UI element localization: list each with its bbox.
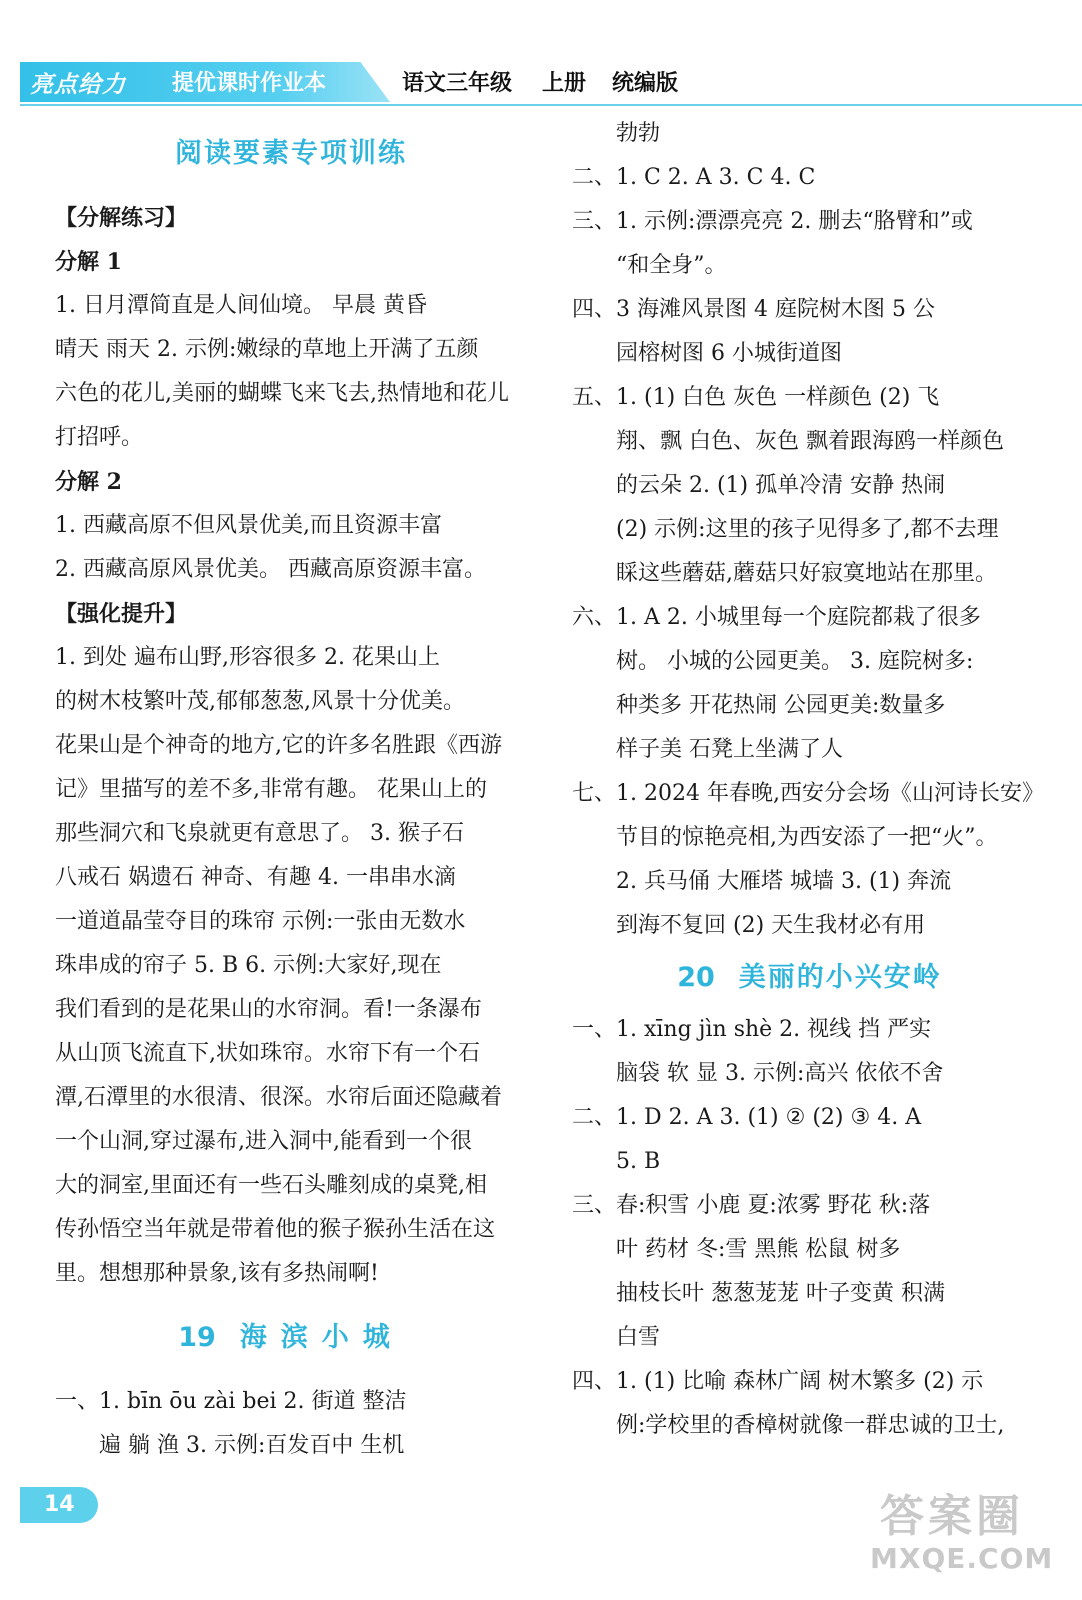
page-header: [0, 0, 1082, 110]
edition-label: 统编版: [612, 71, 679, 96]
answer-line: 园榕树图 6 小城街道图: [616, 341, 842, 366]
answer-line: 样子美 石凳上坐满了人: [616, 737, 843, 762]
answer-line: 翔、飘 白色、灰色 飘着跟海鸥一样颜色: [616, 429, 1004, 454]
answer-line: 晴天 雨天 2. 示例:嫩绿的草地上开满了五颜: [55, 337, 479, 362]
answer-line: 花果山是个神奇的地方,它的许多名胜跟《西游: [55, 733, 502, 758]
lesson-number: 20: [677, 962, 715, 993]
answer-line: 种类多 开花热闹 公园更美:数量多: [616, 693, 946, 718]
answer-line: 八戒石 娲遗石 神奇、有趣 4. 一串串水滴: [55, 865, 456, 890]
lesson-name: 海滨小城: [239, 1322, 404, 1353]
answer-line: 打招呼。: [55, 425, 144, 450]
answer-line: 三、1. 示例:漂漂亮亮 2. 删去“胳臂和”或: [572, 209, 973, 234]
answer-line: 的树木枝繁叶茂,郁郁葱葱,风景十分优美。: [55, 689, 465, 714]
answer-line: 二、1. D 2. A 3. (1) ② (2) ③ 4. A: [572, 1105, 922, 1130]
subject-label: 语文三年级: [402, 71, 513, 96]
answer-line: 记》里描写的差不多,非常有趣。 花果山上的: [55, 777, 487, 802]
volume-label: 上册: [542, 71, 587, 96]
answer-line: 七、1. 2024 年春晚,西安分会场《山河诗长安》: [572, 781, 1044, 806]
answer-line: 5. B: [616, 1149, 661, 1174]
answer-line: 那些洞穴和飞泉就更有意思了。 3. 猴子石: [55, 821, 464, 846]
answer-line: 四、3 海滩风景图 4 庭院树木图 5 公: [572, 297, 935, 322]
left-column: [55, 112, 527, 1468]
brand-name: 亮点给力: [30, 72, 126, 98]
answer-line: 白雪: [616, 1325, 661, 1350]
answer-line: 从山顶飞流直下,状如珠帘。水帘下有一个石: [55, 1041, 480, 1066]
answer-line: 到海不复回 (2) 天生我材必有用: [616, 913, 926, 938]
answer-line: 三、春:积雪 小鹿 夏:浓雾 野花 秋:落: [572, 1193, 931, 1218]
answer-line: 抽枝长叶 葱葱茏茏 叶子变黄 积满: [616, 1281, 945, 1306]
answer-line: 里。想想那种景象,该有多热闹啊!: [55, 1261, 379, 1286]
answer-line: 大的洞室,里面还有一些石头雕刻成的桌凳,相: [55, 1173, 487, 1198]
answer-line: 脑袋 软 显 3. 示例:高兴 依依不舍: [616, 1061, 944, 1086]
answer-line: 树。 小城的公园更美。 3. 庭院树多:: [616, 649, 974, 674]
answer-line: 二、1. C 2. A 3. C 4. C: [572, 165, 816, 190]
answer-line: 分解 2: [55, 469, 122, 495]
answer-line: 2. 西藏高原风景优美。 西藏高原资源丰富。: [55, 557, 486, 582]
answer-line: 节目的惊艳亮相,为西安添了一把“火”。: [616, 825, 998, 850]
answer-line: 四、1. (1) 比喻 森林广阔 树木繁多 (2) 示: [572, 1369, 984, 1394]
answer-line: 遍 躺 渔 3. 示例:百发百中 生机: [99, 1433, 405, 1458]
answer-line: 睬这些蘑菇,蘑菇只好寂寞地站在那里。: [616, 561, 997, 586]
answer-line: 【分解练习】: [55, 205, 188, 231]
answer-line: 一、1. xīng jìn shè 2. 视线 挡 严实: [572, 1017, 932, 1042]
answer-line: 六、1. A 2. 小城里每一个庭院都栽了很多: [572, 605, 981, 630]
watermark-logo-text: 答案圈: [880, 1491, 1024, 1542]
answer-line: 珠串成的帘子 5. B 6. 示例:大家好,现在: [55, 953, 442, 978]
answer-line: 勃勃: [616, 121, 661, 146]
watermark-url: MXQE.COM: [870, 1542, 1054, 1575]
right-column: [572, 112, 1047, 1448]
watermark: [870, 1480, 1070, 1590]
answer-line: 例:学校里的香樟树就像一群忠诚的卫士,: [616, 1413, 1005, 1438]
answer-line: 1. 日月潭简直是人间仙境。 早晨 黄昏: [55, 293, 427, 318]
answer-line: 【强化提升】: [55, 601, 188, 627]
answer-line: 分解 1: [55, 249, 122, 275]
lesson-number: 19: [178, 1322, 216, 1353]
lesson-title: [572, 948, 1047, 1008]
answer-line: (2) 示例:这里的孩子见得多了,都不去理: [616, 517, 999, 542]
answer-line: 一道道晶莹夺目的珠帘 示例:一张由无数水: [55, 909, 466, 934]
answer-line: 1. 西藏高原不但风景优美,而且资源丰富: [55, 513, 442, 538]
answer-line: 叶 药材 冬:雪 黑熊 松鼠 树多: [616, 1237, 901, 1262]
answer-line: 传孙悟空当年就是带着他的猴子猴孙生活在这: [55, 1217, 496, 1242]
answer-line: 我们看到的是花果山的水帘洞。看!一条瀑布: [55, 997, 482, 1022]
answer-line: 一个山洞,穿过瀑布,进入洞中,能看到一个很: [55, 1129, 472, 1154]
answer-line: 的云朵 2. (1) 孤单冷清 安静 热闹: [616, 473, 946, 498]
page-number: 14: [20, 1487, 98, 1523]
series-subtitle: 提优课时作业本: [172, 71, 327, 96]
answer-line: “和全身”。: [616, 253, 727, 278]
answer-line: 五、1. (1) 白色 灰色 一样颜色 (2) 飞: [572, 385, 940, 410]
answer-line: 六色的花儿,美丽的蝴蝶飞来飞去,热情地和花儿: [55, 381, 509, 406]
answer-line: 2. 兵马俑 大雁塔 城墙 3. (1) 奔流: [616, 869, 952, 894]
answer-line: 潭,石潭里的水很清、很深。水帘后面还隐藏着: [55, 1085, 502, 1110]
section-title: 阅读要素专项训练: [175, 138, 407, 169]
lesson-title: [55, 1296, 527, 1380]
lesson-name: 美丽的小兴安岭: [738, 962, 942, 993]
answer-line: 1. 到处 遍布山野,形容很多 2. 花果山上: [55, 645, 440, 670]
answer-line: 一、1. bīn ōu zài bei 2. 街道 整洁: [55, 1389, 407, 1414]
